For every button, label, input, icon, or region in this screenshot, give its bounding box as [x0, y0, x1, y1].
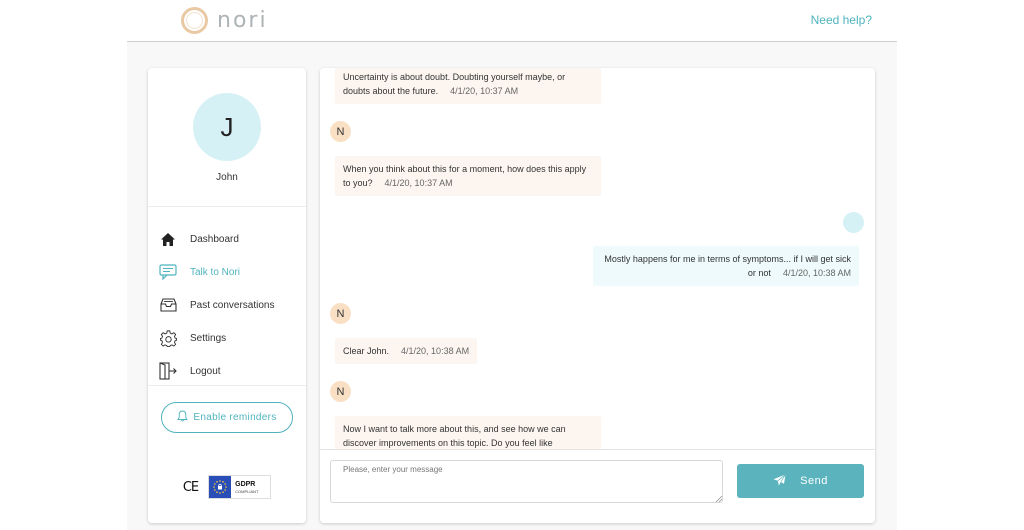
resize-grip-icon[interactable] [715, 495, 722, 502]
message-timestamp: 4/1/20, 10:37 AM [450, 86, 519, 96]
eu-stars-icon [209, 476, 231, 498]
bot-message [335, 68, 601, 104]
nav-item-dashboard[interactable] [158, 228, 298, 250]
message-text: Now I want to talk more about this, and see how we can discover improvements on this topic. Do you feel like [343, 424, 566, 448]
chat-panel [320, 68, 875, 523]
sidebar-divider [148, 385, 306, 386]
composer-divider [320, 449, 875, 450]
sidebar-divider [148, 206, 306, 207]
logo-text: nori [217, 7, 268, 33]
sidebar [148, 68, 306, 523]
user-message [593, 246, 859, 286]
send-label: Send [800, 475, 828, 487]
message-text: Clear John. [343, 346, 390, 356]
message-text: Mostly happens for me in terms of symptoms... if I will get sick or not [604, 254, 851, 278]
nav-label-past-conversations: Past conversations [190, 299, 275, 311]
nori-avatar: N [330, 381, 351, 402]
message-text: Uncertainty is about doubt. Doubting yourself maybe, or doubts about the future. [343, 72, 566, 96]
user-avatar: J [193, 93, 261, 161]
message-input[interactable] [330, 460, 723, 503]
bot-message [335, 338, 477, 364]
enable-reminders-button[interactable] [161, 402, 293, 433]
message-text: When you think about this for a moment, how does this apply to you? [343, 164, 587, 188]
nav-label-logout: Logout [190, 365, 221, 377]
paper-plane-icon [773, 474, 786, 489]
inbox-icon [158, 295, 178, 315]
bot-message [335, 156, 601, 196]
ce-mark: CE [182, 479, 199, 495]
nav-label-dashboard: Dashboard [190, 233, 239, 245]
home-icon [158, 229, 178, 249]
top-bar [0, 0, 1024, 42]
message-list[interactable] [320, 68, 875, 450]
logout-icon [158, 361, 178, 381]
enable-reminders-label: Enable reminders [193, 412, 277, 423]
nori-logo[interactable] [181, 6, 268, 34]
send-button[interactable] [737, 464, 864, 498]
gear-icon [158, 328, 178, 348]
nori-avatar: N [330, 303, 351, 324]
bell-icon [177, 409, 188, 427]
nav-item-past-conversations[interactable] [158, 294, 298, 316]
compliance-badges [148, 474, 306, 500]
nav-label-talk-to-nori: Talk to Nori [190, 266, 241, 278]
nav-label-settings: Settings [190, 332, 227, 344]
nav-item-settings[interactable] [158, 327, 298, 349]
nav-item-talk-to-nori[interactable] [158, 261, 298, 283]
gdpr-subtitle: COMPLIANT [235, 488, 259, 494]
gdpr-title: GDPR [235, 480, 256, 488]
user-chat-avatar [843, 212, 864, 233]
nav-item-logout[interactable] [158, 360, 298, 382]
bot-message [335, 416, 601, 450]
message-timestamp: 4/1/20, 10:38 AM [782, 268, 851, 278]
message-timestamp: 4/1/20, 10:38 AM [401, 346, 470, 356]
chat-icon [158, 262, 178, 282]
need-help-link[interactable]: Need help? [810, 13, 872, 27]
message-timestamp: 4/1/20, 10:37 AM [384, 178, 453, 188]
logo-ring-icon [181, 7, 208, 34]
nori-avatar: N [330, 121, 351, 142]
user-name: John [216, 172, 238, 183]
gdpr-badge [208, 475, 271, 499]
